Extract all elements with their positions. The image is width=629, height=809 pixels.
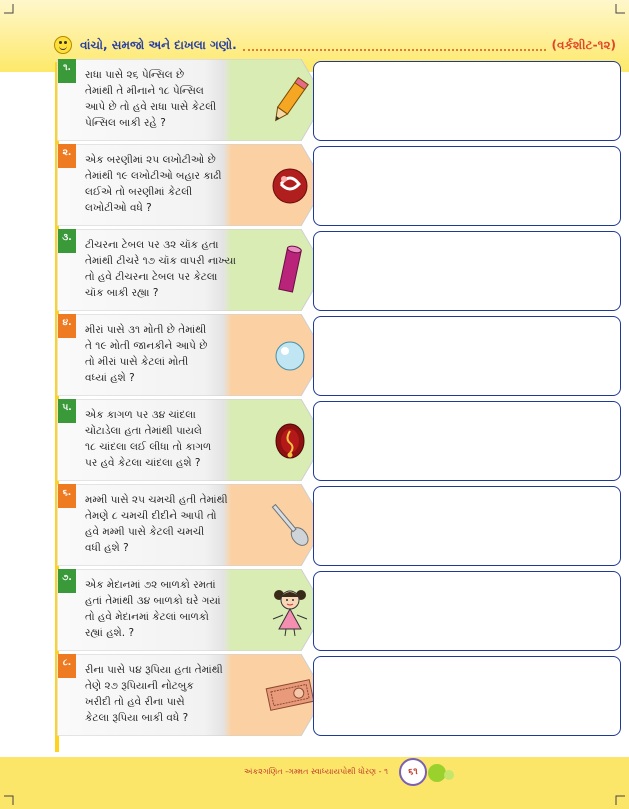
problem-text bbox=[85, 237, 263, 301]
problem-row bbox=[57, 484, 619, 566]
problem-text-line: આપે છે તો હવે રાધા પાસે કેટલી bbox=[85, 101, 217, 113]
problem-row bbox=[57, 144, 619, 226]
problem-text-line: ટીચરના ટેબલ પર ૩૨ ચૉક હતા bbox=[85, 239, 219, 251]
problem-text bbox=[85, 492, 263, 556]
worksheet-header bbox=[54, 34, 616, 56]
answer-box[interactable] bbox=[313, 571, 621, 651]
footer-band bbox=[0, 757, 629, 809]
page-number: ૬૧ bbox=[399, 758, 427, 786]
answer-box[interactable] bbox=[313, 316, 621, 396]
problem-row bbox=[57, 314, 619, 396]
problem-text-line: રહ્યાં હશે. ? bbox=[85, 627, 135, 639]
question-panel bbox=[57, 59, 327, 141]
problem-row bbox=[57, 654, 619, 736]
problem-number-badge: ૮. bbox=[58, 654, 76, 678]
problem-text-line: તેણે ૨૭ રૂપિયાની નોટબુક bbox=[85, 680, 194, 692]
problem-text-line: પર હવે કેટલા ચાંદલા હશે ? bbox=[85, 457, 201, 469]
question-panel bbox=[57, 399, 327, 481]
problem-text-line: પેન્સિલ બાકી રહે ? bbox=[85, 117, 166, 129]
answer-box[interactable] bbox=[313, 61, 621, 141]
problem-text-line: એક કાગળ પર ૩૪ ચાંદલા bbox=[85, 409, 196, 421]
problem-text-line: વધ્યાં હશે ? bbox=[85, 372, 135, 384]
problem-text-line: તો હવે મેદાનમાં કેટલાં બાળકો bbox=[85, 611, 209, 623]
problem-text-line: તેમાંથી ૧૯ લખોટીઓ બહાર કાઢી bbox=[85, 170, 222, 182]
question-panel bbox=[57, 569, 327, 651]
answer-box[interactable] bbox=[313, 486, 621, 566]
smiley-icon bbox=[54, 36, 72, 54]
decor-dot-lime bbox=[444, 770, 454, 780]
problem-number-badge: ૬. bbox=[58, 484, 76, 508]
question-panel bbox=[57, 229, 327, 311]
pearl-icon bbox=[265, 328, 315, 382]
answer-box[interactable] bbox=[313, 401, 621, 481]
problem-text bbox=[85, 407, 263, 471]
answer-box[interactable] bbox=[313, 656, 621, 736]
problem-text-line: હવે મમ્મી પાસે કેટલી ચમચી bbox=[85, 526, 205, 538]
problem-text-line: એક મેદાનમાં ૭૨ બાળકો રમતાં bbox=[85, 579, 216, 591]
crop-mark-top-right bbox=[615, 4, 625, 14]
problem-text-line: ખરીદી તો હવે રીના પાસે bbox=[85, 696, 185, 708]
bindi-icon bbox=[265, 413, 315, 467]
problem-text bbox=[85, 67, 263, 131]
answer-box[interactable] bbox=[313, 146, 621, 226]
problem-text bbox=[85, 152, 263, 216]
problem-text-line: તેમણે ૮ ચમચી દીદીને આપી તો bbox=[85, 510, 217, 522]
problem-text-line: તેમાંથી તે મીનાને ૧૮ પેન્સિલ bbox=[85, 85, 204, 97]
marble-icon bbox=[265, 158, 315, 212]
worksheet-title: વાંચો, સમજો અને દાખલા ગણો. bbox=[80, 37, 237, 52]
problem-text bbox=[85, 662, 263, 726]
problem-number-badge: ૩. bbox=[58, 229, 76, 253]
problem-text-line: ચોંટાડેલા હતા તેમાંથી પાયલે bbox=[85, 425, 202, 437]
footer-text: અંક૨ગણિત -ગમ્મત સ્વાધ્યાયપોથી ધોરણ - ૧ bbox=[244, 767, 389, 776]
problem-number-badge: ૫. bbox=[58, 399, 76, 423]
crop-mark-bottom-left bbox=[4, 795, 14, 805]
girl-icon bbox=[265, 583, 315, 637]
problem-row bbox=[57, 59, 619, 141]
problem-text-line: લખોટીઓ વધે ? bbox=[85, 202, 152, 214]
problem-number-badge: ૨. bbox=[58, 144, 76, 168]
problem-text-line: ૧૮ ચાંદલા લઈ લીધા તો કાગળ bbox=[85, 441, 212, 453]
crop-mark-top-left bbox=[4, 4, 14, 14]
problem-text-line: મીરાં પાસે ૩૧ મોતી છે તેમાંથી bbox=[85, 324, 207, 336]
problem-text-line: તે ૧૯ મોતી જાનકીને આપે છે bbox=[85, 340, 208, 352]
answer-box[interactable] bbox=[313, 231, 621, 311]
pencil-icon bbox=[265, 73, 315, 127]
problem-text bbox=[85, 577, 263, 641]
problem-text-line: એક બરણીમાં ૨૫ લખોટીઓ છે bbox=[85, 154, 216, 166]
problem-row bbox=[57, 229, 619, 311]
question-panel bbox=[57, 144, 327, 226]
problem-text-line: હતાં તેમાંથી ૩૪ બાળકો ઘરે ગયાં bbox=[85, 595, 221, 607]
problem-number-badge: ૧. bbox=[58, 59, 76, 83]
problem-text-line: તો મીરાં પાસે કેટલાં મોતી bbox=[85, 356, 189, 368]
spoon-icon bbox=[265, 498, 315, 552]
problem-number-badge: ૭. bbox=[58, 569, 76, 593]
chalk-icon bbox=[265, 243, 315, 297]
banknote-icon bbox=[265, 668, 315, 722]
problem-text-line: વધી હશે ? bbox=[85, 542, 129, 554]
problem-text-line: રીના પાસે ૫૪ રૂપિયા હતા તેમાંથી bbox=[85, 664, 223, 676]
dotted-leader bbox=[243, 39, 546, 51]
problem-text-line: તેમાંથી ટીચરે ૧૭ ચૉક વાપરી નાખ્યા bbox=[85, 255, 236, 267]
question-panel bbox=[57, 654, 327, 736]
question-panel bbox=[57, 314, 327, 396]
problem-text-line: મમ્મી પાસે ૨૫ ચમચી હતી તેમાંથી bbox=[85, 494, 228, 506]
crop-mark-bottom-right bbox=[615, 795, 625, 805]
problem-text-line: કેટલા રૂપિયા બાકી વધે ? bbox=[85, 712, 189, 724]
problem-row bbox=[57, 569, 619, 651]
problem-text-line: ચૉક બાકી રહ્યા ? bbox=[85, 287, 159, 299]
question-panel bbox=[57, 484, 327, 566]
problem-text-line: લઈએ તો બરણીમાં કેટલી bbox=[85, 186, 193, 198]
problem-number-badge: ૪. bbox=[58, 314, 76, 338]
problem-text-line: તો હવે ટીચરના ટેબલ પર કેટલા bbox=[85, 271, 218, 283]
problem-text bbox=[85, 322, 263, 386]
problem-text-line: રાધા પાસે ૨૬ પેન્સિલ છે bbox=[85, 69, 185, 81]
worksheet-number: (વર્કશીટ-૧૨) bbox=[551, 37, 616, 52]
problem-row bbox=[57, 399, 619, 481]
